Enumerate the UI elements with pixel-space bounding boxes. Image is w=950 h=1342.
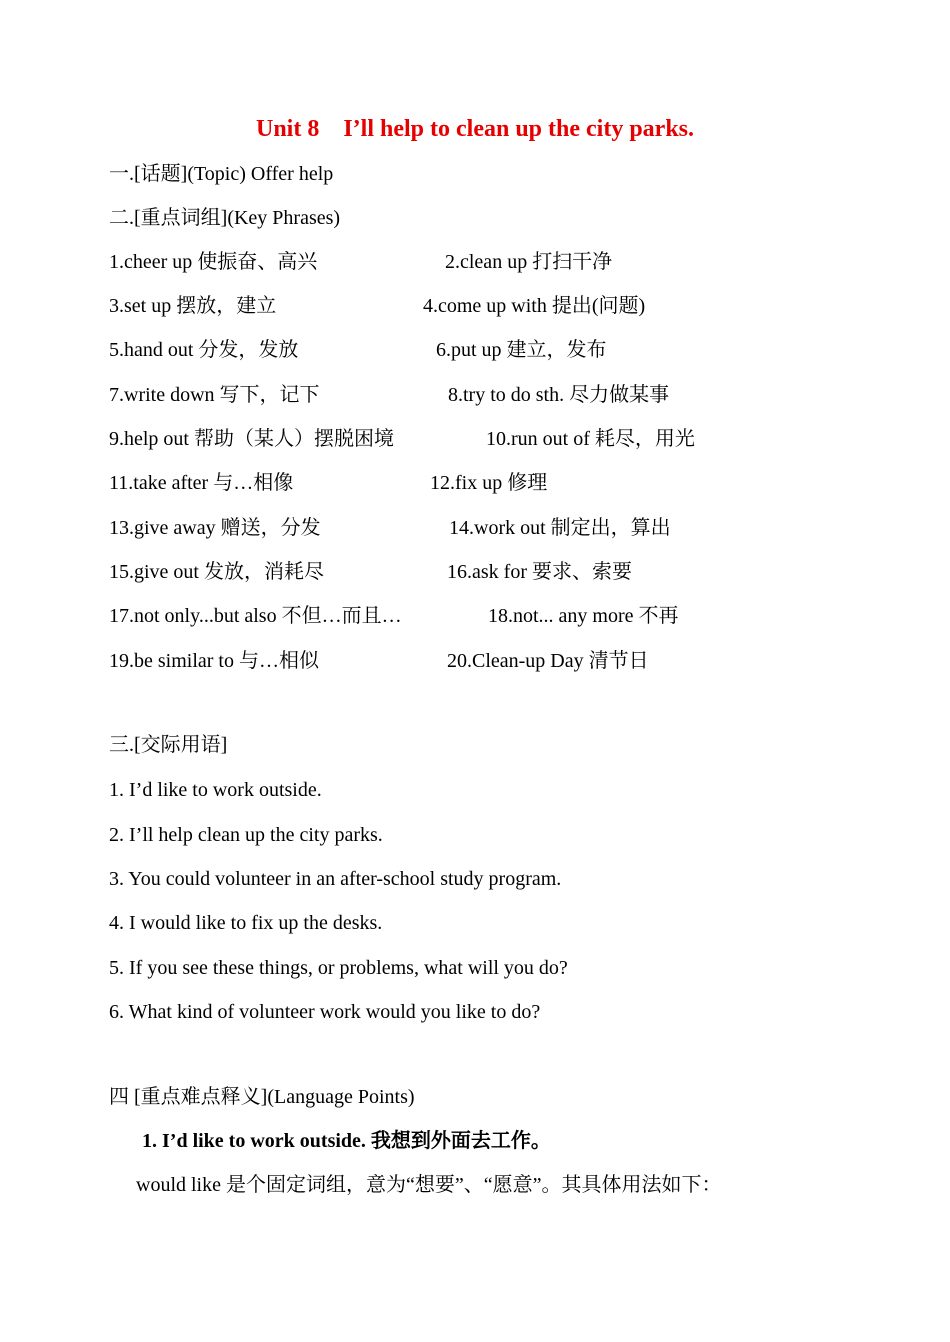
phrase-item: 20.Clean-up Day 清节日 [447, 650, 649, 672]
phrase-item: 16.ask for 要求、索要 [447, 561, 632, 583]
sentence-item: 6. What kind of volunteer work would you like to do? [109, 1001, 541, 1023]
phrase-item: 4.come up with 提出(问题) [423, 295, 646, 317]
section-key-phrases-heading: 二.[重点词组](Key Phrases) [109, 207, 341, 229]
phrase-item: 1.cheer up 使振奋、高兴 [109, 251, 318, 273]
phrase-item: 11.take after 与…相像 [109, 472, 294, 494]
phrase-item: 19.be similar to 与…相似 [109, 650, 319, 672]
sentence-item: 1. I’d like to work outside. [109, 779, 322, 801]
sentence-item: 4. I would like to fix up the desks. [109, 912, 383, 934]
phrase-item: 10.run out of 耗尽，用光 [486, 428, 695, 450]
phrase-item: 6.put up 建立，发布 [436, 339, 607, 361]
section-communication-heading: 三.[交际用语] [109, 734, 228, 756]
document-title: Unit 8 I’ll help to clean up the city parks. [255, 116, 695, 142]
section-language-points-heading: 四 [重点难点释义](Language Points) [109, 1086, 415, 1108]
phrase-item: 13.give away 赠送，分发 [109, 517, 321, 539]
language-point-title: 1. I’d like to work outside. 我想到外面去工作。 [142, 1130, 551, 1152]
phrase-item: 5.hand out 分发，发放 [109, 339, 299, 361]
phrase-item: 8.try to do sth. 尽力做某事 [448, 384, 670, 406]
sentence-item: 3. You could volunteer in an after-school study program. [109, 868, 562, 890]
phrase-item: 3.set up 摆放，建立 [109, 295, 277, 317]
phrase-item: 14.work out 制定出，算出 [449, 517, 671, 539]
phrase-item: 7.write down 写下，记下 [109, 384, 320, 406]
phrase-item: 12.fix up 修理 [430, 472, 548, 494]
sentence-item: 2. I’ll help clean up the city parks. [109, 824, 383, 846]
phrase-item: 2.clean up 打扫干净 [445, 251, 613, 273]
language-point-body: would like 是个固定词组，意为“想要”、“愿意”。其具体用法如下： [136, 1174, 722, 1196]
phrase-item: 17.not only...but also 不但…而且… [109, 605, 402, 627]
phrase-item: 15.give out 发放，消耗尽 [109, 561, 324, 583]
phrase-item: 18.not... any more 不再 [488, 605, 679, 627]
sentence-item: 5. If you see these things, or problems, what will you do? [109, 957, 568, 979]
phrase-item: 9.help out 帮助（某人）摆脱困境 [109, 428, 394, 450]
section-topic-heading: 一.[话题](Topic) Offer help [109, 163, 334, 185]
